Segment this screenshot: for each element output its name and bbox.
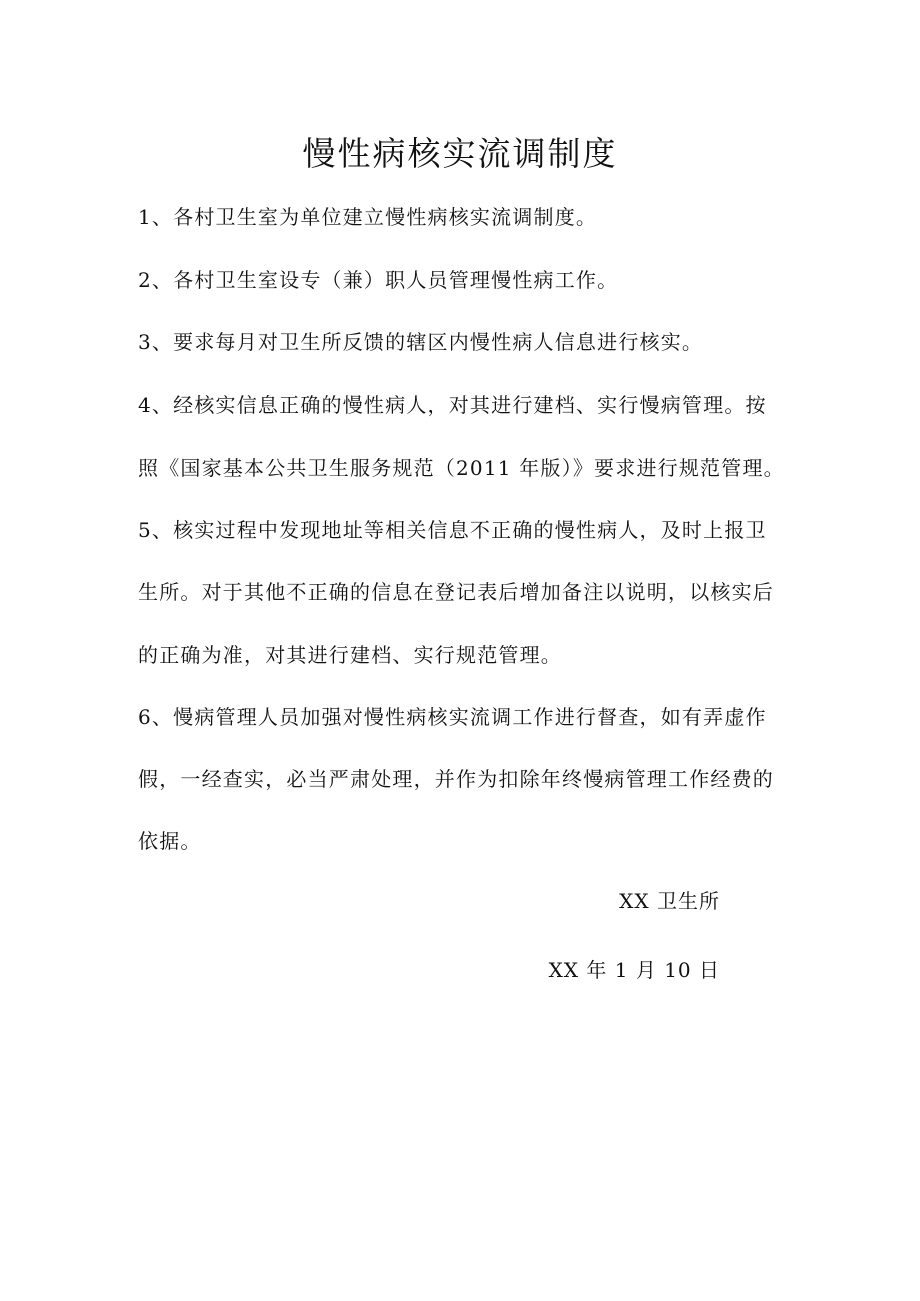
paragraph-4-line-1: 4、经核实信息正确的慢性病人，对其进行建档、实行慢病管理。按 bbox=[138, 393, 767, 417]
paragraph-3-line-1: 3、要求每月对卫生所反馈的辖区内慢性病人信息进行核实。 bbox=[138, 330, 704, 354]
paragraph-4-line-2: 照《国家基本公共卫生服务规范（2011 年版）》要求进行规范管理。 bbox=[138, 456, 785, 480]
signature-organization: XX 卫生所 bbox=[619, 889, 720, 913]
paragraph-5-line-3: 的正确为准，对其进行建档、实行规范管理。 bbox=[138, 643, 562, 667]
paragraph-1-line-1: 1、各村卫生室为单位建立慢性病核实流调制度。 bbox=[138, 205, 598, 229]
signature-date: XX 年 1 月 10 日 bbox=[548, 958, 720, 982]
paragraph-6-line-2: 假，一经查实，必当严肃处理，并作为扣除年终慢病管理工作经费的 bbox=[138, 767, 774, 791]
paragraph-6-line-3: 依据。 bbox=[138, 829, 202, 853]
paragraph-5-line-2: 生所。对于其他不正确的信息在登记表后增加备注以说明，以核实后 bbox=[138, 580, 774, 604]
document-title: 慢性病核实流调制度 bbox=[302, 134, 618, 173]
paragraph-2-line-1: 2、各村卫生室设专（兼）职人员管理慢性病工作。 bbox=[138, 268, 619, 292]
paragraph-5-line-1: 5、核实过程中发现地址等相关信息不正确的慢性病人，及时上报卫 bbox=[138, 518, 767, 542]
paragraph-6-line-1: 6、慢病管理人员加强对慢性病核实流调工作进行督查，如有弄虚作 bbox=[138, 705, 767, 729]
